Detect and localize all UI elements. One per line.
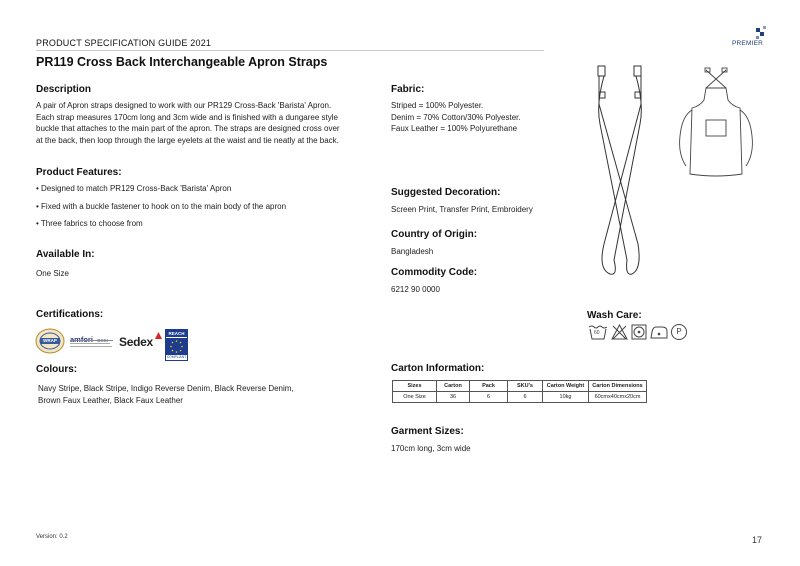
- carton-cell: One Size: [393, 392, 437, 403]
- commodity-value: 6212 90 0000: [391, 285, 440, 294]
- tumble-dry-icon: [631, 324, 647, 340]
- sedex-mark-icon: [154, 331, 163, 340]
- origin-heading: Country of Origin:: [391, 229, 478, 240]
- straps-illustration: [594, 64, 660, 280]
- description-text: [36, 100, 386, 146]
- garment-sizes-value: 170cm long, 3cm wide: [391, 444, 471, 453]
- reach-logo: [165, 329, 188, 361]
- fabric-heading: Fabric:: [391, 84, 425, 95]
- page-number: 17: [752, 535, 763, 545]
- wash-60-icon: [588, 324, 608, 340]
- origin-value: Bangladesh: [391, 247, 434, 256]
- amfori-logo: [70, 329, 115, 353]
- description-line: A pair of Apron straps designed to work with our PR129 Cross-Back 'Barista' Apron.: [36, 101, 332, 110]
- iron-icon: [650, 324, 668, 340]
- decoration-value: Screen Print, Transfer Print, Embroidery: [391, 205, 533, 214]
- description-line: buckle that attaches to the main part of the apron. The straps are designed cross over: [36, 124, 340, 133]
- decoration-heading: Suggested Decoration:: [391, 187, 501, 198]
- reach-sub: COMPLIANT: [166, 355, 187, 359]
- carton-col-header: Carton Dimensions: [589, 381, 647, 392]
- carton-table: [392, 380, 647, 403]
- features-heading: Product Features:: [36, 167, 122, 178]
- carton-cell: 36: [437, 392, 470, 403]
- wash-care-heading: Wash Care:: [587, 310, 642, 321]
- sedex-logo: [119, 333, 163, 351]
- carton-col-header: Pack: [470, 381, 508, 392]
- carton-cell: 10kg: [543, 392, 589, 403]
- eu-stars-icon: [166, 338, 187, 355]
- colours-heading: Colours:: [36, 364, 78, 375]
- commodity-heading: Commodity Code:: [391, 267, 478, 278]
- carton-col-header: Carton Weight: [543, 381, 589, 392]
- carton-table-wrap: [392, 380, 647, 403]
- certifications-heading: Certifications:: [36, 309, 104, 320]
- carton-col-header: Carton: [437, 381, 470, 392]
- guide-title: PRODUCT SPECIFICATION GUIDE 2021: [36, 38, 212, 48]
- feature-item: • Three fabrics to choose from: [36, 219, 143, 228]
- dry-clean-icon: P: [671, 324, 687, 340]
- carton-col-header: Sizes: [393, 381, 437, 392]
- carton-cell: 6: [508, 392, 543, 403]
- colours-line: Brown Faux Leather, Black Faux Leather: [38, 395, 183, 405]
- header-divider: [36, 50, 544, 51]
- fabric-text: [391, 100, 521, 135]
- carton-cell: 6: [470, 392, 508, 403]
- no-bleach-icon: [611, 324, 628, 340]
- colours-line: Navy Stripe, Black Stripe, Indigo Reverse Denim, Black Reverse Denim,: [38, 384, 294, 393]
- reach-text: REACH: [166, 330, 187, 337]
- wrap-logo: [35, 328, 65, 354]
- sedex-text: Sedex: [119, 335, 153, 349]
- fabric-line: Denim = 70% Cotton/30% Polyester.: [391, 112, 521, 122]
- carton-header-row: [393, 381, 647, 392]
- description-line: at the back, then loop through the large eyelets at the waist and tie neatly at the back.: [36, 135, 339, 145]
- wrap-text: WRAP: [43, 338, 57, 343]
- description-heading: Description: [36, 84, 92, 95]
- available-value: One Size: [36, 269, 69, 278]
- description-line: Each strap measures 170cm long and 3cm wide and is finished with a dungaree style: [36, 112, 338, 122]
- version-label: Version: 0.2: [36, 534, 68, 540]
- feature-item: • Fixed with a buckle fastener to hook on to the main body of the apron: [36, 202, 287, 211]
- table-row: [393, 392, 647, 403]
- fabric-line: Striped = 100% Polyester.: [391, 101, 484, 110]
- garment-sizes-heading: Garment Sizes:: [391, 426, 464, 437]
- carton-col-header: SKU's: [508, 381, 543, 392]
- wash-temp: 60: [594, 330, 600, 336]
- brand-name: PREMIER: [732, 40, 764, 47]
- carton-cell: 60cmx40cmx20cm: [589, 392, 647, 403]
- carton-heading: Carton Information:: [391, 363, 485, 374]
- colours-text: [38, 383, 294, 406]
- fabric-line: Faux Leather = 100% Polyurethane: [391, 124, 518, 133]
- apron-illustration: [676, 66, 756, 182]
- product-title: PR119 Cross Back Interchangeable Apron Straps: [36, 55, 328, 69]
- feature-item: • Designed to match PR129 Cross-Back 'Barista' Apron: [36, 184, 232, 193]
- wash-care-icons: [588, 324, 687, 340]
- available-heading: Available In:: [36, 249, 95, 260]
